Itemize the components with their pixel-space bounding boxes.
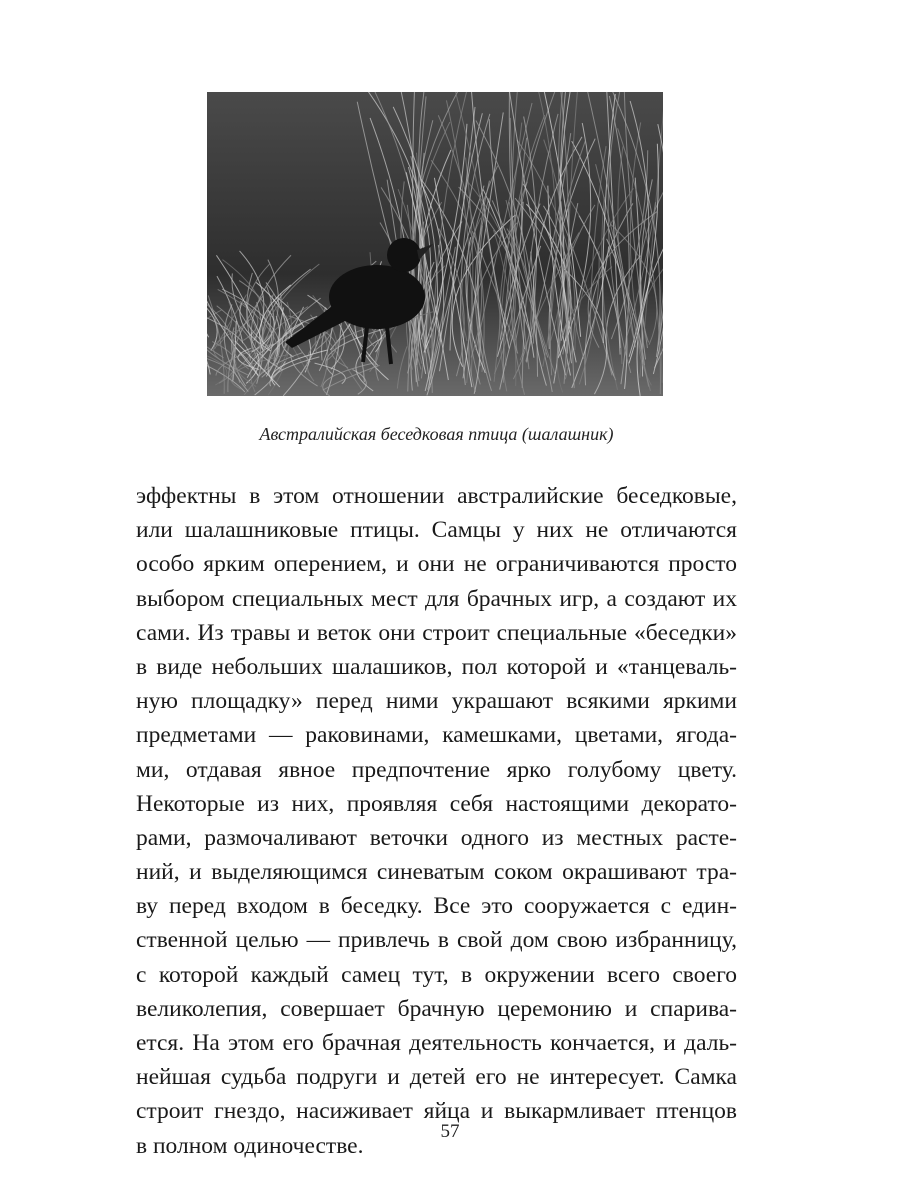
text-line: Некоторые из них, проявляя себя настоящими декорато- xyxy=(136,790,737,817)
text-line: ву перед входом в беседку. Все это сооружается с един- xyxy=(136,893,737,920)
figure-caption: Австралийская беседковая птица (шалашник) xyxy=(259,424,614,444)
text-line: эффектны в этом отношении австралийские беседковые, xyxy=(136,483,737,509)
text-line: рами, размочаливают веточки одного из местных расте- xyxy=(136,824,737,851)
bowerbird-photo xyxy=(207,92,663,396)
text-line: особо ярким оперением, и они не ограничиваются просто xyxy=(136,551,737,578)
text-line: в полном одиночестве. xyxy=(136,1132,364,1159)
bowerbird-image xyxy=(207,92,663,396)
text-line: сами. Из травы и веток они строит специальные «беседки» xyxy=(136,619,737,646)
text-line: ми, отдавая явное предпочтение ярко голубому цвету. xyxy=(136,756,737,783)
text-line: строит гнездо, насиживает яйца и выкармливает птенцов xyxy=(136,1098,737,1125)
text-line: в виде небольших шалашиков, пол которой и «танцеваль- xyxy=(136,653,737,680)
text-line: ственной целью — привлечь в свой дом свою избранницу, xyxy=(136,927,737,954)
text-line: или шалашниковые птицы. Самцы у них не отличаются xyxy=(136,517,737,544)
text-line: ную площадку» перед ними украшают всякими яркими xyxy=(136,688,737,715)
text-line: великолепия, совершает брачную церемонию и спарива- xyxy=(136,995,737,1022)
text-line: нейшая судьба подруги и детей его не интересует. Самка xyxy=(136,1064,737,1091)
text-line: ется. На этом его брачная деятельность кончается, и даль- xyxy=(136,1030,737,1056)
text-line: выбором специальных мест для брачных игр, а создают их xyxy=(136,585,737,612)
body-text xyxy=(136,479,737,1163)
page-number: 57 xyxy=(440,1121,460,1142)
text-line: ний, и выделяющимся синеватым соком окрашивают тра- xyxy=(136,859,737,886)
text-line: предметами — раковинами, камешками, цветами, ягода- xyxy=(136,722,737,749)
text-line: с которой каждый самец тут, в окружении всего своего xyxy=(136,961,737,988)
